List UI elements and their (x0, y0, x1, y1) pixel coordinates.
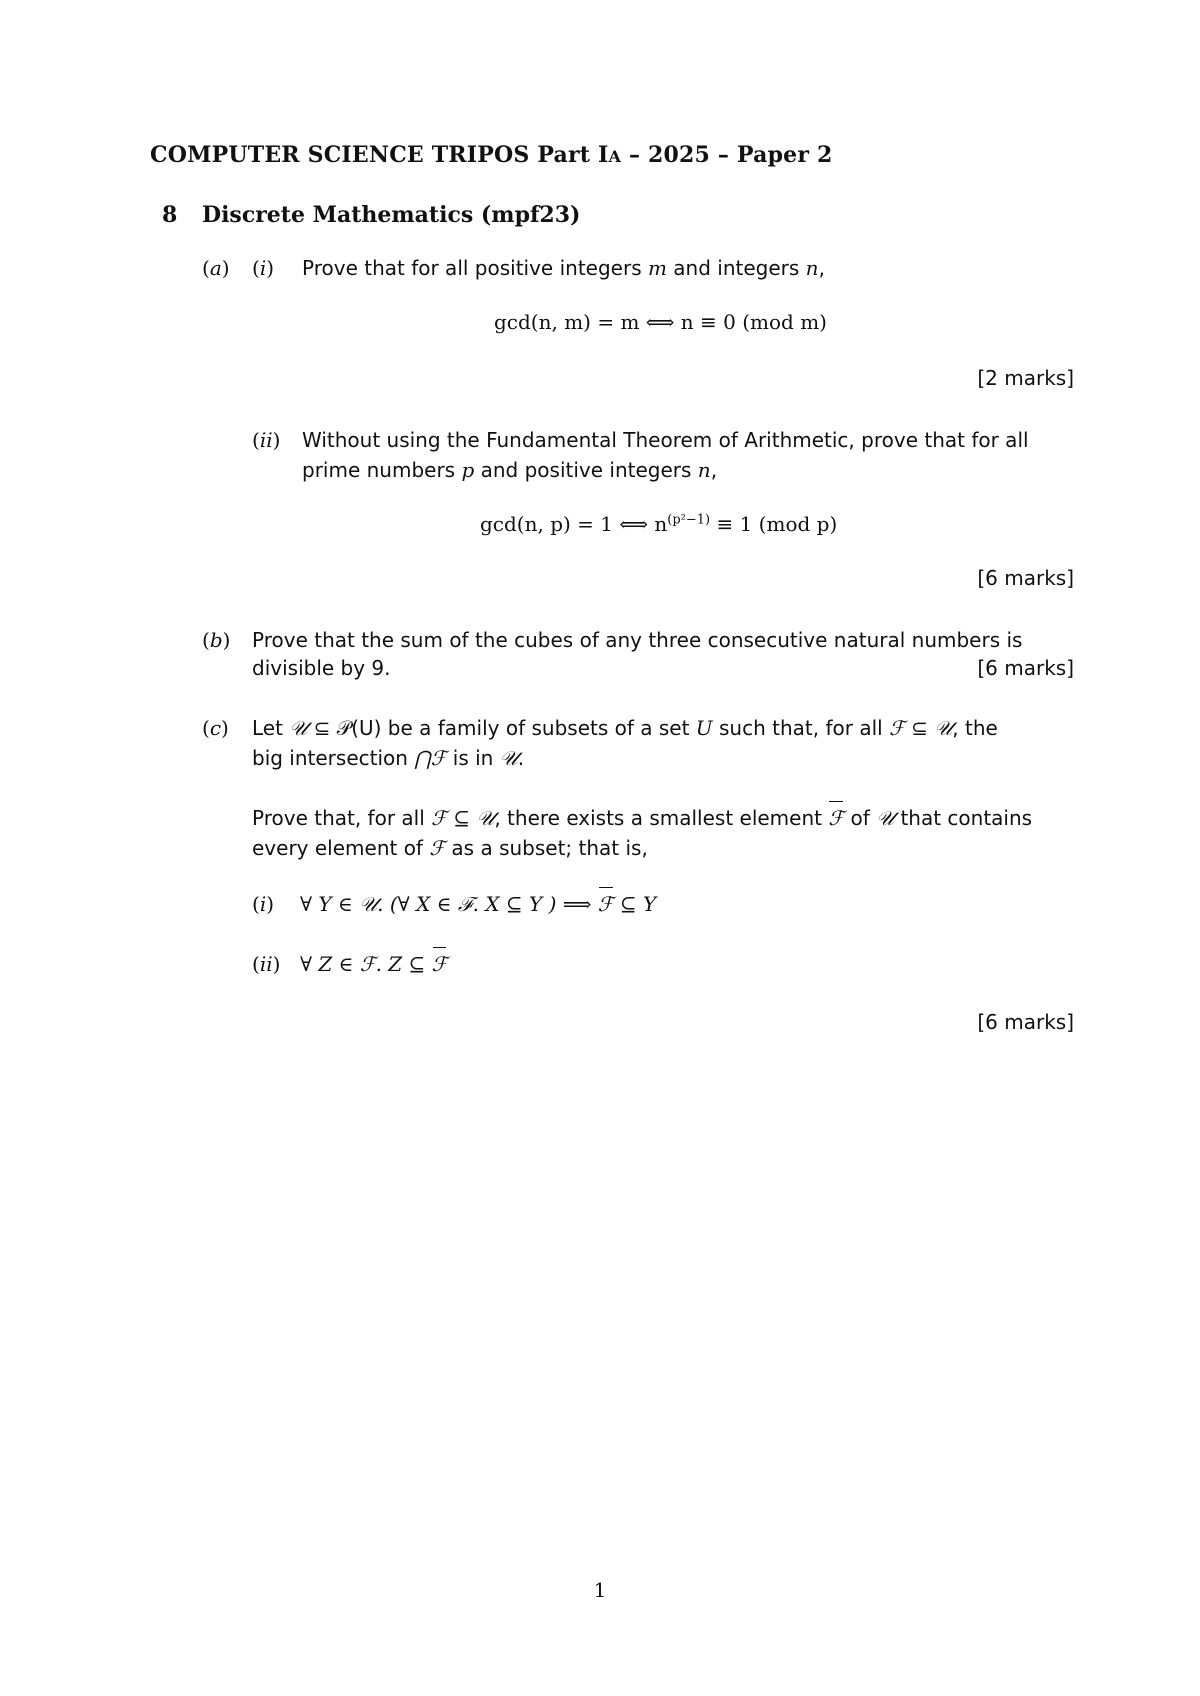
part-a-ii-line2: prime numbers p and positive integers n, (302, 458, 718, 482)
part-c-label: (c) (202, 716, 229, 740)
part-c-i-formula: ∀ Y ∈ 𝒰. (∀ X ∈ ℱ. X ⊆ Y ) ⟹ ℱ ⊆ Y (300, 892, 657, 916)
part-c-para2-line2: every element of ℱ as a subset; that is, (252, 836, 648, 860)
part-c-para1-line1: Let 𝒰 ⊆ 𝒫(U) be a family of subsets of a set U such that, for all ℱ ⊆ 𝒰, the (252, 716, 998, 740)
question-title: Discrete Mathematics (mpf23) (202, 202, 581, 228)
question-number: 8 (162, 202, 178, 228)
part-c-para2-line1: Prove that, for all ℱ ⊆ 𝒰, there exists a smallest element ℱ of 𝒰 that contains (252, 806, 1033, 830)
part-a-i-text: Prove that for all positive integers m and integers n, (302, 256, 825, 280)
part-b-line2: divisible by 9. (252, 656, 391, 680)
header-paper: – 2025 – Paper 2 (621, 142, 833, 168)
part-a-ii-line1: Without using the Fundamental Theorem of Arithmetic, prove that for all (302, 428, 1029, 452)
page-number: 1 (593, 1578, 607, 1602)
part-a-i-marks: [2 marks] (977, 366, 1074, 390)
part-c-i-label: (i) (252, 892, 275, 916)
part-c-ii-label: (ii) (252, 952, 281, 976)
part-c-ii-formula: ∀ Z ∈ ℱ. Z ⊆ ℱ (300, 952, 448, 976)
part-a-ii-marks: [6 marks] (977, 566, 1074, 590)
header-part-small: A (608, 147, 622, 166)
part-a-i-formula: gcd(n, m) = m ⟺ n ≡ 0 (mod m) (494, 310, 827, 334)
part-b-label: (b) (202, 628, 231, 652)
part-b-line1: Prove that the sum of the cubes of any three consecutive natural numbers is (252, 628, 1023, 652)
part-a-ii-formula: gcd(n, p) = 1 ⟺ $n^{(p^2-1)} \equiv 1$ (mod p) (480, 512, 838, 536)
part-b-marks: [6 marks] (977, 656, 1074, 680)
header-part: I (597, 142, 609, 168)
part-c-marks: [6 marks] (977, 1010, 1074, 1034)
header-text: COMPUTER SCIENCE TRIPOS Part (150, 142, 598, 168)
part-a-ii-label: (ii) (252, 428, 281, 452)
part-a-i-label: (i) (252, 256, 275, 280)
part-c-para1-line2: big intersection ⋂ℱ is in 𝒰. (252, 746, 525, 770)
page-header (150, 142, 833, 168)
part-a-label: (a) (202, 256, 230, 280)
